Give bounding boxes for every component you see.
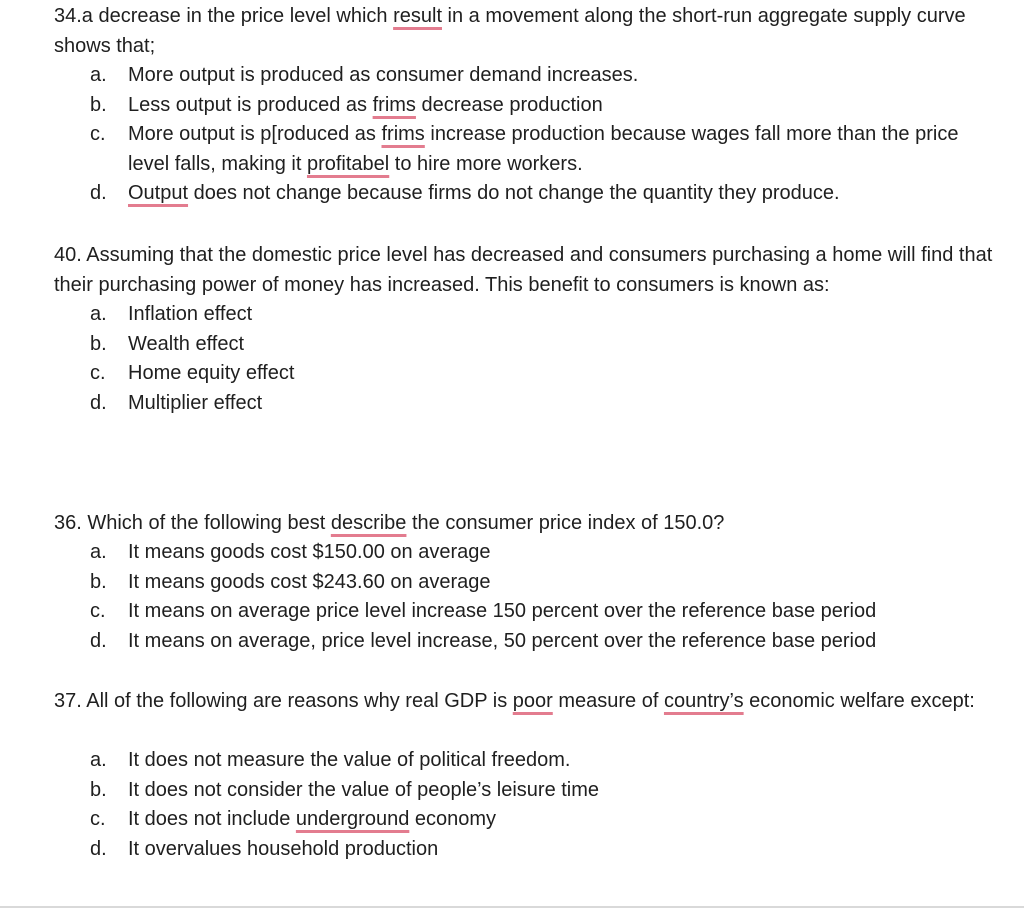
option-text: It does not include: [128, 808, 296, 831]
option-text: It means goods cost $150.00 on average: [128, 541, 491, 563]
option-b: [54, 91, 994, 121]
stem-text: 34.a decrease in the price level which: [54, 5, 394, 27]
stem-text: in a movement along the short-run aggregate supply curve shows that;: [54, 5, 966, 57]
option-letter: a.: [90, 64, 107, 86]
misspelled-word[interactable]: result: [393, 5, 442, 27]
option-d: [54, 627, 994, 657]
question-36: [54, 508, 994, 656]
option-letter: a.: [90, 541, 107, 563]
option-b: [54, 330, 994, 360]
question-37: [54, 686, 994, 864]
misspelled-word[interactable]: underground: [295, 808, 410, 831]
option-letter: a.: [90, 749, 107, 771]
question-stem: [54, 508, 994, 538]
option-letter: d.: [90, 837, 107, 860]
option-text: Less output is produced as: [128, 93, 373, 116]
misspelled-word[interactable]: Output: [128, 182, 189, 205]
option-text: Multiplier effect: [128, 391, 263, 414]
option-letter: a.: [90, 303, 107, 325]
stem-text: economic welfare except:: [743, 690, 975, 712]
options-list: [54, 746, 994, 864]
option-c: [54, 805, 994, 835]
option-a: [54, 538, 994, 568]
option-letter: c.: [90, 600, 106, 623]
option-text: More output is p[roduced as: [128, 123, 382, 146]
option-d: [54, 835, 994, 865]
options-list: [54, 61, 994, 209]
option-text: It does not measure the value of political freedom.: [128, 749, 571, 771]
option-text: It does not consider the value of people’s leisure time: [128, 778, 600, 801]
option-letter: b.: [90, 93, 107, 116]
option-b: [54, 776, 994, 806]
misspelled-word[interactable]: profitabel: [306, 152, 390, 175]
option-text: It overvalues household production: [128, 837, 439, 860]
option-d: [54, 389, 994, 419]
option-letter: c.: [90, 362, 106, 385]
option-text: increase production because wages fall more than the price level falls, making it: [128, 123, 959, 175]
question-40: [54, 240, 994, 418]
option-b: [54, 568, 994, 598]
option-a: [54, 746, 994, 776]
option-text: It means on average price level increase 150 percent over the reference base period: [128, 600, 877, 623]
option-text: More output is produced as consumer demand increases.: [128, 64, 639, 86]
option-text: Home equity effect: [128, 362, 295, 385]
question-34: [54, 1, 994, 209]
option-letter: b.: [90, 332, 107, 355]
option-letter: c.: [90, 123, 106, 146]
misspelled-word[interactable]: describe: [330, 512, 407, 534]
option-a: [54, 61, 994, 91]
stem-text: 40. Assuming that the domestic price level has decreased and consumers purchasing a home will find that their purchasing power of money has increased. This benefit to consumers is known as:: [54, 244, 993, 296]
option-letter: b.: [90, 570, 107, 593]
option-text: Inflation effect: [128, 303, 253, 325]
stem-text: measure of: [552, 690, 664, 712]
option-text: economy: [409, 808, 497, 831]
option-text: decrease production: [415, 93, 603, 116]
misspelled-word[interactable]: country’s: [663, 690, 744, 712]
option-text: does not change because firms do not change the quantity they produce.: [188, 182, 840, 205]
options-list: [54, 300, 994, 418]
option-d: [54, 179, 994, 209]
question-stem: [54, 240, 994, 300]
option-letter: d.: [90, 629, 107, 652]
option-text: to hire more workers.: [389, 152, 583, 175]
option-c: [54, 359, 994, 389]
question-stem: [54, 1, 994, 61]
stem-text: 36. Which of the following best: [54, 512, 331, 534]
option-c: [54, 597, 994, 627]
option-letter: d.: [90, 391, 107, 414]
stem-text: 37. All of the following are reasons why real GDP is: [54, 690, 513, 712]
option-letter: d.: [90, 182, 107, 205]
misspelled-word[interactable]: poor: [512, 690, 553, 712]
stem-text: the consumer price index of 150.0?: [406, 512, 725, 534]
option-c: [54, 120, 994, 179]
misspelled-word[interactable]: frims: [372, 93, 416, 116]
option-letter: b.: [90, 778, 107, 801]
question-stem: [54, 686, 994, 716]
option-text: Wealth effect: [128, 332, 244, 355]
options-list: [54, 538, 994, 656]
option-letter: c.: [90, 808, 106, 831]
option-text: It means on average, price level increase, 50 percent over the reference base period: [128, 629, 877, 652]
option-text: It means goods cost $243.60 on average: [128, 570, 491, 593]
option-a: [54, 300, 994, 330]
misspelled-word[interactable]: frims: [381, 123, 425, 146]
